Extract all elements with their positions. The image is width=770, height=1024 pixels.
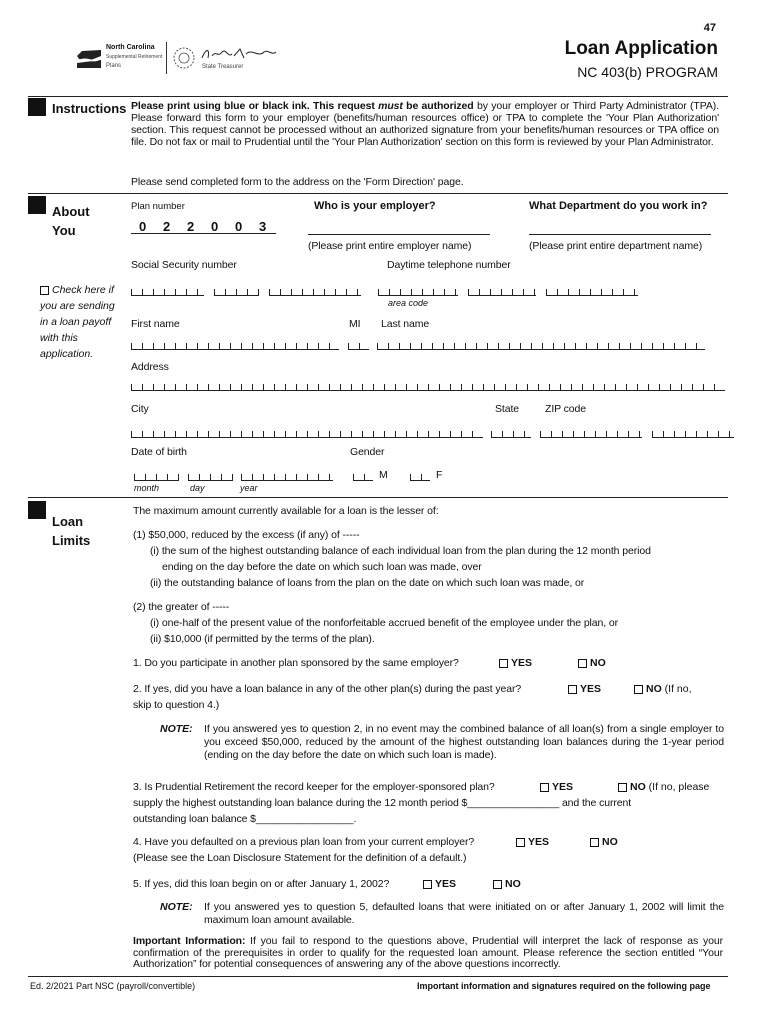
limit-1: (1) $50,000, reduced by the excess (if any) of ----- bbox=[133, 529, 360, 541]
ssn-field-2[interactable] bbox=[214, 288, 259, 296]
phone-label: Daytime telephone number bbox=[387, 259, 511, 271]
plan-digit: 3 bbox=[259, 219, 267, 234]
instructions-body: by your employer or Third Party Administrator (TPA). Please forward this form to your employer (benefits/human resources office) or TPA to complete the 'Your Plan Authorization' section. This request cannot be processed without an authorized signature from your benefits/human resources or TPA office on file. Do not fax or mail to Prudential until the 'Your Plan Authorization' section on this form is reviewed by your Plan Administrator. bbox=[131, 100, 719, 148]
next-page-note: Important information and signatures required on the following page bbox=[417, 981, 711, 991]
q2-yes-label: YES bbox=[580, 683, 602, 695]
first-name-label: First name bbox=[131, 318, 180, 330]
dob-label: Date of birth bbox=[131, 446, 187, 458]
instructions-must: must bbox=[378, 100, 403, 112]
q4-yes-checkbox[interactable] bbox=[516, 838, 525, 847]
question-2-cont: skip to question 4.) bbox=[133, 699, 220, 711]
phone-prefix-field[interactable] bbox=[468, 288, 536, 296]
employer-field[interactable] bbox=[308, 224, 490, 235]
q3-no-label: NO bbox=[630, 781, 646, 793]
q3-no-checkbox[interactable] bbox=[618, 783, 627, 792]
department-field[interactable] bbox=[529, 224, 711, 235]
logo-divider bbox=[166, 42, 167, 74]
limit-2-ii: (ii) $10,000 (if permitted by the terms of the plan). bbox=[150, 633, 375, 645]
q2-no-tail: (If no, bbox=[664, 683, 692, 695]
zip-field[interactable] bbox=[540, 430, 642, 438]
q1-yes-option[interactable] bbox=[499, 657, 532, 669]
q2-no-option[interactable] bbox=[634, 683, 692, 695]
mi-field[interactable] bbox=[348, 342, 369, 350]
q2-no-checkbox[interactable] bbox=[634, 685, 643, 694]
note-2-text: If you answered yes to question 5, defaulted loans that were initiated on or after January 1, 2002 will limit the maximum loan amount available. bbox=[204, 901, 724, 926]
important-info bbox=[133, 936, 723, 971]
plan-digit: 0 bbox=[235, 219, 243, 234]
q1-yes-checkbox[interactable] bbox=[499, 659, 508, 668]
payoff-checkbox[interactable] bbox=[40, 286, 49, 295]
nc-logo bbox=[76, 42, 168, 76]
q2-yes-option[interactable] bbox=[568, 683, 601, 695]
q1-yes-label: YES bbox=[511, 657, 533, 669]
q5-no-option[interactable] bbox=[493, 878, 521, 890]
q4-no-option[interactable] bbox=[590, 836, 618, 848]
form-subtitle: NC 403(b) PROGRAM bbox=[577, 64, 718, 80]
year-hint: year bbox=[240, 483, 258, 493]
form-title: Loan Application bbox=[564, 38, 718, 59]
note-1-label: NOTE: bbox=[160, 723, 193, 735]
important-text: If you fail to respond to the questions above, Prudential will interpret the lack of response as your confirmation of the prerequisites in order to qualify for the requested loan amount. Please reference the section entitled “Your Authorization” for potential consequences of answering any of the above questions incorrectly. bbox=[133, 935, 724, 970]
q5-no-label: NO bbox=[505, 878, 521, 890]
q4-no-label: NO bbox=[602, 836, 618, 848]
q2-no-label: NO bbox=[646, 683, 662, 695]
limit-1-ii: (ii) the outstanding balance of loans from the plan on the date on which such loan was made, or bbox=[150, 577, 585, 589]
payoff-checkbox-group[interactable] bbox=[40, 282, 118, 362]
treasurer-title: State Treasurer bbox=[202, 64, 244, 70]
q4-yes-option[interactable] bbox=[516, 836, 549, 848]
about-heading-2: You bbox=[52, 223, 76, 238]
female-label: F bbox=[436, 469, 443, 481]
state-seal-icon bbox=[172, 46, 196, 70]
q5-yes-checkbox[interactable] bbox=[423, 880, 432, 889]
nc-state-icon bbox=[76, 46, 102, 72]
limit-1-i-cont: ending on the day before the date on which such loan was made, over bbox=[162, 561, 482, 573]
question-4-cont: (Please see the Loan Disclosure Statement for the definition of a default.) bbox=[133, 852, 467, 864]
treasurer-signature-icon bbox=[200, 46, 278, 62]
q3-yes-checkbox[interactable] bbox=[540, 783, 549, 792]
question-3-cont-2: outstanding loan balance $_________________. bbox=[133, 813, 357, 825]
note-2-label: NOTE: bbox=[160, 901, 193, 913]
section-marker bbox=[28, 196, 46, 214]
department-hint: (Please print entire department name) bbox=[529, 240, 703, 252]
instructions-heading: Instructions bbox=[52, 101, 127, 116]
nc-logo-line-1: North Carolina bbox=[106, 44, 155, 51]
limit-2: (2) the greater of ----- bbox=[133, 601, 230, 613]
plan-number-label: Plan number bbox=[131, 201, 185, 212]
gender-female-field[interactable] bbox=[410, 473, 430, 481]
dob-day-field[interactable] bbox=[188, 473, 233, 481]
plan-digit: 0 bbox=[211, 219, 219, 234]
limit-2-i: (i) one-half of the present value of the nonforfeitable accrued benefit of the employee under the plan, or bbox=[150, 617, 619, 629]
ssn-field-1[interactable] bbox=[131, 288, 204, 296]
q1-no-option[interactable] bbox=[578, 657, 606, 669]
limits-heading-2: Limits bbox=[52, 533, 91, 548]
instructions-authorized: be authorized bbox=[406, 100, 474, 112]
note-1-text: If you answered yes to question 2, in no event may the combined balance of all loan(s) from a single employer to you exceed $50,000, reduced by the amount of the highest outstanding loan balances during the 1-year period (ending on the day before the date on which such loan is made). bbox=[204, 723, 724, 761]
dob-year-field[interactable] bbox=[241, 473, 333, 481]
nc-logo-line-2: Supplemental Retirement bbox=[106, 54, 163, 60]
q4-yes-label: YES bbox=[528, 836, 550, 848]
q5-yes-label: YES bbox=[435, 878, 457, 890]
payoff-check-label: Check here if you are sending in a loan payoff with this application. bbox=[40, 284, 115, 360]
question-3: 3. Is Prudential Retirement the record keeper for the employer-sponsored plan? bbox=[133, 781, 495, 793]
q3-no-tail: (If no, please bbox=[648, 781, 710, 793]
q1-no-checkbox[interactable] bbox=[578, 659, 587, 668]
city-label: City bbox=[131, 403, 149, 415]
send-instruction: Please send completed form to the address on the 'Form Direction' page. bbox=[131, 176, 464, 188]
last-name-label: Last name bbox=[381, 318, 430, 330]
rule-footer bbox=[28, 976, 728, 977]
month-hint: month bbox=[134, 483, 160, 493]
last-name-field[interactable] bbox=[377, 342, 705, 350]
form-number: 47 bbox=[703, 22, 716, 34]
state-label: State bbox=[495, 403, 520, 415]
plan-digit: 2 bbox=[163, 219, 171, 234]
employer-question: Who is your employer? bbox=[314, 200, 436, 212]
address-field[interactable] bbox=[131, 383, 725, 391]
q5-yes-option[interactable] bbox=[423, 878, 456, 890]
state-field[interactable] bbox=[491, 430, 531, 438]
department-question: What Department do you work in? bbox=[529, 200, 708, 212]
phone-area-field[interactable] bbox=[378, 288, 458, 296]
q3-no-option[interactable] bbox=[618, 781, 709, 793]
phone-line-field[interactable] bbox=[546, 288, 638, 296]
question-3-cont: supply the highest outstanding loan balance during the 12 month period $________________ and the current bbox=[133, 797, 632, 809]
address-label: Address bbox=[131, 361, 169, 373]
gender-label: Gender bbox=[350, 446, 385, 458]
ssn-field-3[interactable] bbox=[269, 288, 361, 296]
rule-instructions bbox=[28, 96, 728, 97]
area-code-hint: area code bbox=[388, 298, 429, 308]
limit-1-i: (i) the sum of the highest outstanding balance of each individual loan from the plan during the 12 month period bbox=[150, 545, 651, 557]
q2-yes-checkbox[interactable] bbox=[568, 685, 577, 694]
male-label: M bbox=[379, 469, 388, 481]
gender-male-field[interactable] bbox=[353, 473, 373, 481]
plan-digit: 2 bbox=[187, 219, 195, 234]
ssn-label: Social Security number bbox=[131, 259, 237, 271]
section-marker bbox=[28, 98, 46, 116]
instructions-lead: Please print using blue or black ink. This request bbox=[131, 100, 375, 112]
instructions-text bbox=[131, 100, 719, 148]
zip-label: ZIP code bbox=[545, 403, 587, 415]
plan-digit: 0 bbox=[139, 219, 147, 234]
rule-about bbox=[28, 193, 728, 194]
nc-logo-line-3: Plans bbox=[106, 63, 122, 69]
city-field[interactable] bbox=[131, 430, 483, 438]
section-marker bbox=[28, 501, 46, 519]
about-heading-1: About bbox=[52, 204, 90, 219]
limits-heading-1: Loan bbox=[52, 514, 84, 529]
q4-no-checkbox[interactable] bbox=[590, 838, 599, 847]
first-name-field[interactable] bbox=[131, 342, 339, 350]
q1-no-label: NO bbox=[590, 657, 606, 669]
day-hint: day bbox=[190, 483, 205, 493]
plan-number-digits bbox=[131, 219, 276, 234]
employer-hint: (Please print entire employer name) bbox=[308, 240, 472, 252]
edition-note: Ed. 2/2021 Part NSC (payroll/convertible) bbox=[30, 981, 196, 991]
dob-month-field[interactable] bbox=[134, 473, 179, 481]
question-2: 2. If yes, did you have a loan balance in any of the other plan(s) during the past year? bbox=[133, 683, 522, 695]
treasurer-logo bbox=[172, 42, 282, 76]
q5-no-checkbox[interactable] bbox=[493, 880, 502, 889]
question-4: 4. Have you defaulted on a previous plan loan from your current employer? bbox=[133, 836, 475, 848]
q3-yes-option[interactable] bbox=[540, 781, 573, 793]
important-label: Important Information: bbox=[133, 935, 246, 947]
limits-intro: The maximum amount currently available for a loan is the lesser of: bbox=[133, 505, 439, 517]
zip4-field[interactable] bbox=[652, 430, 734, 438]
question-1: 1. Do you participate in another plan sponsored by the same employer? bbox=[133, 657, 459, 669]
rule-limits bbox=[28, 497, 728, 498]
q3-yes-label: YES bbox=[552, 781, 574, 793]
mi-label: MI bbox=[349, 318, 361, 330]
question-5: 5. If yes, did this loan begin on or after January 1, 2002? bbox=[133, 878, 390, 890]
